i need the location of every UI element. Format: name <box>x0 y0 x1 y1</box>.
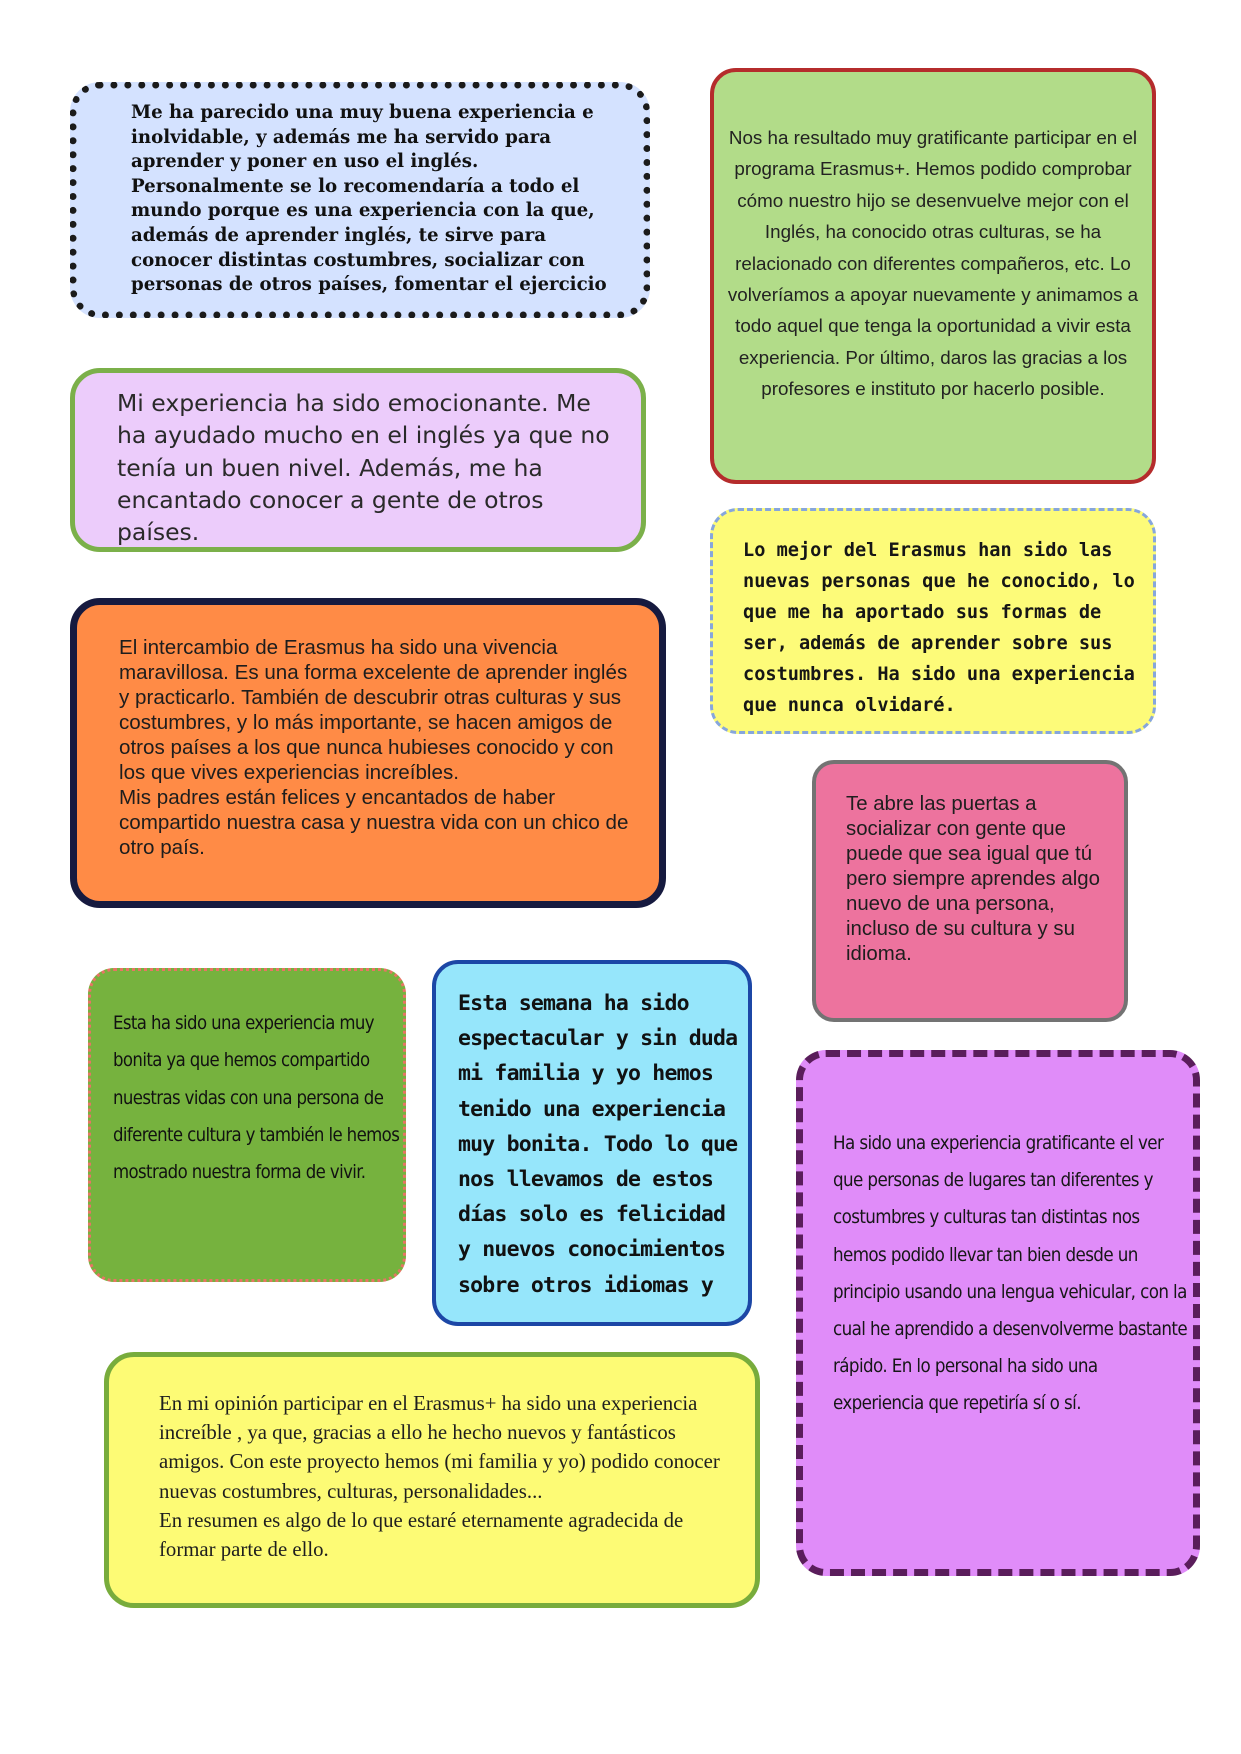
testimonial-text-1: Me ha parecido una muy buena experiencia e inolvidable, y además me ha servido para aprender y poner en uso el inglés. Personalmente se lo recomendaría a todo el mundo porque es una experiencia con la que, además de aprender inglés, te sirve para conocer distintas costumbres, socializar con personas de otros países, fomentar el ejercicio <box>131 102 607 296</box>
testimonial-text-5: El intercambio de Erasmus ha sido una vivencia maravillosa. Es una forma excelente de aprender inglés y practicarlo. También de descubrir otras culturas y sus costumbres, y lo más importante, se hacen amigos de otros países a los que nunca hubieses conocido y con los que vives experiencias increíbles. Mis padres están felices y encantados de haber compartido nuestra casa y nuestra vida con un chico de otro país. <box>119 636 629 859</box>
testimonial-text-6: Te abre las puertas a socializar con gente que puede que sea igual que tú pero siempre aprendes algo nuevo de una persona, incluso de su cultura y su idioma. <box>846 793 1100 965</box>
testimonial-card-10 <box>104 1352 760 1608</box>
testimonial-card-8 <box>432 960 752 1326</box>
testimonial-card-9 <box>796 1050 1200 1576</box>
testimonial-text-4: Lo mejor del Erasmus han sido las nuevas personas que he conocido, lo que me ha aportado sus formas de ser, además de aprender sobre sus costumbres. Ha sido una experiencia que nunca olvidaré. <box>743 540 1135 716</box>
testimonial-text-2: Nos ha resultado muy gratificante participar en el programa Erasmus+. Hemos podido comprobar cómo nuestro hijo se desenvuelve mejor con el Inglés, ha conocido otras culturas, se ha relacionado con diferentes compañeros, etc. Lo volveríamos a apoyar nuevamente y animamos a todo aquel que tenga la oportunidad a vivir esta experiencia. Por último, daros las gracias a los profesores e instituto por hacerlo posible. <box>727 127 1139 400</box>
testimonial-text-10: En mi opinión participar en el Erasmus+ ha sido una experiencia increíble , ya que, gracias a ello he hecho nuevos y fantásticos amigos. Con este proyecto hemos (mi familia y yo) podido conocer nuevas costumbres, culturas, personalidades... En resumen es algo de lo que estaré eternamente agradecida de formar parte de ello. <box>159 1392 720 1562</box>
testimonial-card-4 <box>710 508 1156 734</box>
testimonial-card-3 <box>70 368 646 552</box>
testimonial-text-3: Mi experiencia ha sido emocionante. Me ha ayudado mucho en el inglés ya que no tenía un buen nivel. Además, me ha encantado conocer a gente de otros países. <box>117 389 610 547</box>
testimonial-card-7 <box>88 968 406 1282</box>
testimonial-card-6 <box>812 760 1128 1022</box>
testimonial-card-5 <box>70 598 666 908</box>
testimonial-text-9: Ha sido una experiencia gratificante el ver que personas de lugares tan diferentes y costumbres y culturas tan distintas nos hemos podido llevar tan bien desde un principio usando una lengua vehicular, con la cual he aprendido a desenvolverme bastante rápido. En lo personal ha sido una experiencia que repetiría sí o sí. <box>833 1133 1188 1415</box>
testimonial-text-7: Esta ha sido una experiencia muy bonita ya que hemos compartido nuestras vidas con una persona de diferente cultura y también le hemos mostrado nuestra forma de vivir. <box>113 1013 400 1184</box>
testimonial-card-1 <box>70 82 650 318</box>
testimonial-text-8: Esta semana ha sido espectacular y sin duda mi familia y yo hemos tenido una experiencia muy bonita. Todo lo que nos llevamos de estos días solo es felicidad y nuevos conocimientos sobre otros idiomas y <box>458 991 738 1298</box>
testimonial-card-2 <box>710 68 1156 484</box>
